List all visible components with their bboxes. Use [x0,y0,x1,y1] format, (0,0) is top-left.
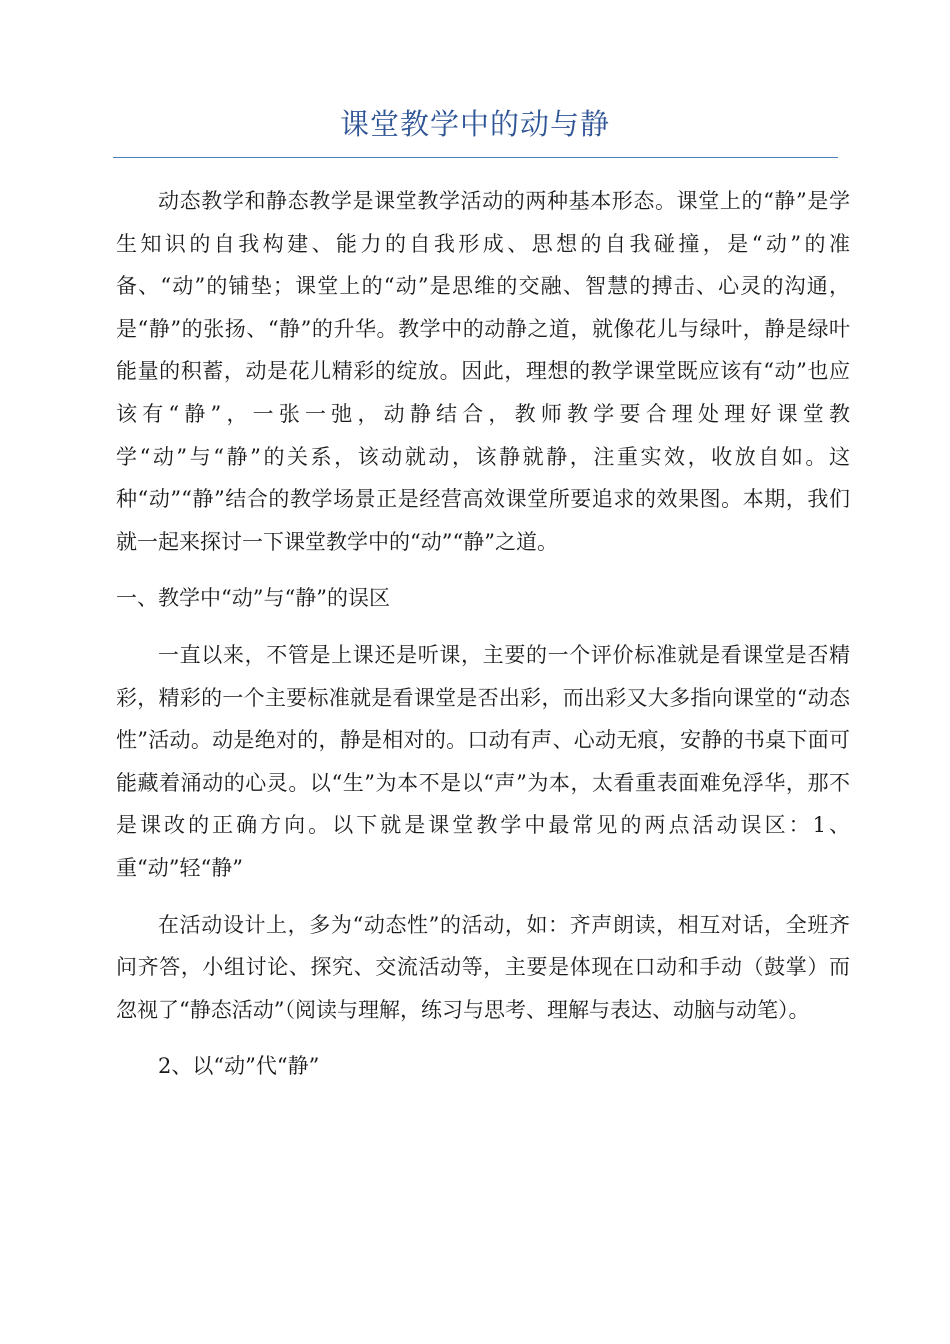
document-body [116,180,850,1088]
section-heading: 一、教学中“动”与“静”的误区 [116,586,390,611]
section-paragraph-1: 一直以来，不管是上课还是听课，主要的一个评价标准就是看课堂是否精彩，精彩的一个主要标准就是看课堂是否出彩，而出彩又大多指向课堂的“动态性”活动。动是绝对的，静是相对的。口动有声、心动无痕，安静的书桌下面可能藏着涌动的心灵。以“生”为本不是以“声”为本，太看重表面难免浮华，那不是课改的正确方向。以下就是课堂教学中最常见的两点活动误区：1、重“动”轻“静” [116,642,850,880]
section-list-item-2: 2、以“动”代“静” [158,1054,320,1079]
intro-paragraph: 动态教学和静态教学是课堂教学活动的两种基本形态。课堂上的“静”是学生知识的自我构建、能力的自我形成、思想的自我碰撞，是“动”的准备、“动”的铺垫；课堂上的“动”是思维的交融、智慧的搏击、心灵的沟通，是“静”的张扬、“静”的升华。教学中的动静之道，就像花儿与绿叶，静是绿叶能量的积蓄，动是花儿精彩的绽放。因此，理想的教学课堂既应该有“动”也应该有“静”，一张一弛，动静结合，教师教学要合理处理好课堂教学“动”与“静”的关系，该动就动，该静就静，注重实效，收放自如。这种“动”“静”结合的教学场景正是经营高效课堂所要追求的效果图。本期，我们就一起来探讨一下课堂教学中的“动”“静”之道。 [116,189,850,554]
section-paragraph-2: 在活动设计上，多为“动态性”的活动，如：齐声朗读，相互对话，全班齐问齐答，小组讨论、探究、交流活动等，主要是体现在口动和手动（鼓掌）而忽视了“静态活动”（阅读与理解，练习与思考、理解与表达、动脑与动笔）。 [116,912,850,1022]
title-underline [113,157,838,158]
document-title: 课堂教学中的动与静 [339,107,610,141]
